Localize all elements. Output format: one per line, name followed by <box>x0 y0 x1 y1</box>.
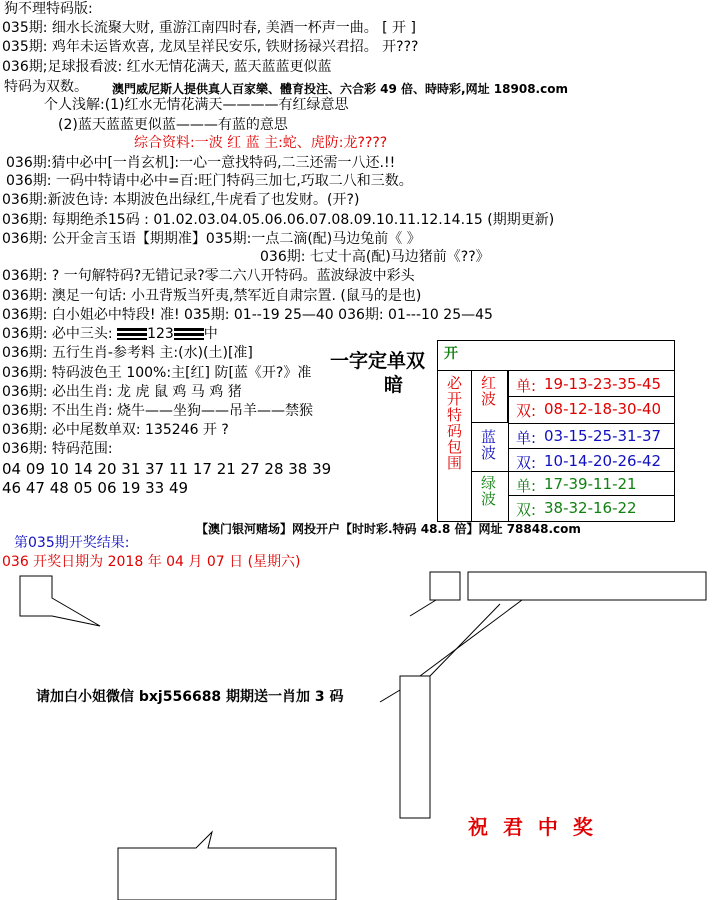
line-wave-poem: 036期:新波色诗: 本期波色出绿红,牛虎看了也发财。(开?) <box>2 192 360 208</box>
line-035-poem-1: 035期: 细水长流聚大财, 重游江南四时春, 美酒一杯声一曲。 [ 开 ] <box>2 20 416 36</box>
green-shuang-values: 38-32-16-22 <box>544 499 637 517</box>
good-luck-text: 祝 君 中 奖 <box>468 815 597 839</box>
result-date: 036 开奖日期为 2018 年 04 月 07 日 (星期六) <box>2 554 301 570</box>
line-range-label: 036期: 特码范围: <box>2 441 113 457</box>
line-wave-king: 036期: 特码波色王 100%:主[红] 防[蓝《开?》准 <box>2 365 312 381</box>
three-heads-label: 036期: 必中三头: <box>2 326 113 342</box>
line-segment: 036期: 白小姐必中特段! 准! 035期: 01--19 25—40 036期: 01---10 25—45 <box>2 307 493 323</box>
line-tail-numbers: 036期: 必中尾数单双: 135246 开 ? <box>2 422 229 438</box>
tall-box <box>400 676 430 818</box>
result-title: 第035期开奖结果: <box>14 535 130 551</box>
green-dan-label: 单: <box>516 477 537 495</box>
speech-bubble-left <box>20 576 100 626</box>
line-even-note: 特码为双数。 <box>4 79 88 95</box>
red-wave-label: 红波 <box>479 375 497 407</box>
range-numbers-2: 46 47 48 05 06 19 33 49 <box>2 479 189 497</box>
small-box <box>430 572 460 600</box>
wechat-promo: 请加白小姐微信 bxj556688 期期送一肖加 3 码 <box>36 689 344 705</box>
line-golden-words-2: 036期: 七丈十高(配)马边猪前《??》 <box>260 249 490 265</box>
line-five-elements: 036期: 五行生肖-参考料 主:(水)(土)[准] <box>2 345 253 361</box>
line-not-zodiac: 036期: 不出生肖: 烧牛——坐狗——吊羊——禁猴 <box>2 403 314 419</box>
range-numbers-1: 04 09 10 14 20 31 37 11 17 21 27 28 38 39 <box>2 460 332 478</box>
line-kill-15: 036期: 每期绝杀15码 : 01.02.03.04.05.06.06.07.08.09.10.11.12.14.15 (期期更新) <box>2 212 555 228</box>
red-shuang-label: 双: <box>516 402 537 420</box>
green-shuang-label: 双: <box>516 501 537 519</box>
red-shuang-values: 08-12-18-30-40 <box>544 400 662 418</box>
pointer-line <box>380 690 400 702</box>
one-word-single-double: 一字定单双 <box>330 350 426 372</box>
summary-info: 综合资料:一波 红 蓝 主:蛇、虎防:龙???? <box>134 135 388 151</box>
three-heads-value: 123 <box>147 326 174 342</box>
blue-wave-label: 蓝波 <box>479 429 497 461</box>
table-open-label: 开 <box>444 346 458 362</box>
blue-dan-label: 单: <box>516 429 537 447</box>
three-heads-suffix: 中 <box>203 326 218 342</box>
blue-dan-values: 03-15-25-31-37 <box>544 427 662 445</box>
hidden-label: 暗 <box>384 374 404 396</box>
blue-shuang-values: 10-14-20-26-42 <box>544 452 662 470</box>
pointer-line <box>410 600 436 616</box>
line-guess: 036期:猜中必中[一肖玄机]:一心一意找特码,二三还需一八还.!! <box>6 155 396 171</box>
line-one-code: 036期: 一码中特请中必中=百:旺门特码三加七,巧取二八和三数。 <box>6 173 413 189</box>
line-036-football: 036期;足球报看波: 红水无情花满天, 蓝天蓝蓝更似蓝 <box>2 59 332 75</box>
wide-box <box>468 572 706 600</box>
green-dan-values: 17-39-11-21 <box>544 475 637 493</box>
pointer-line <box>420 600 522 676</box>
speech-bubble-bottom <box>118 832 336 900</box>
red-dan-label: 单: <box>516 377 537 395</box>
red-dan-values: 19-13-23-35-45 <box>544 375 662 393</box>
green-wave-label: 绿波 <box>479 475 497 507</box>
line-035-poem-2: 035期: 鸡年未运皆欢喜, 龙凤呈祥民安乐, 铁财扬禄兴君招。 开??? <box>2 39 419 55</box>
pointer-line <box>430 604 500 676</box>
personal-interpretation-2: (2)蓝天蓝蓝更似蓝———有蓝的意思 <box>58 117 288 133</box>
line-must-zodiac: 036期: 必出生肖: 龙 虎 鼠 鸡 马 鸡 猪 <box>2 384 242 400</box>
personal-interpretation-1: 个人浅解:(1)红水无情花满天————有红绿意思 <box>44 97 349 113</box>
galaxy-ad: 【澳门银河赌场】网投开户【时时彩.特码 48.8 倍】网址 78848.com <box>196 522 581 536</box>
line-one-sentence: 036期: ? 一句解特码?无错记录?零二六八开特码。蓝波绿波中彩头 <box>2 268 415 284</box>
page-title: 狗不理特码版: <box>4 1 93 17</box>
table-side-label: 必开特码包围 <box>445 375 463 471</box>
line-golden-words: 036期: 公开金言玉语【期期准】035期:一点二滴(配)马边兔前《 》 <box>2 231 421 247</box>
blue-shuang-label: 双: <box>516 454 537 472</box>
line-macau-football: 036期: 澳足一句话: 小丑背叛当歼夷,禁军近自肃宗置. (鼠马的是也) <box>2 288 422 304</box>
venetian-ad: 澳門威尼斯人提供真人百家樂、體育投注、六合彩 49 倍、時時彩,网址 18908.com <box>112 82 568 96</box>
